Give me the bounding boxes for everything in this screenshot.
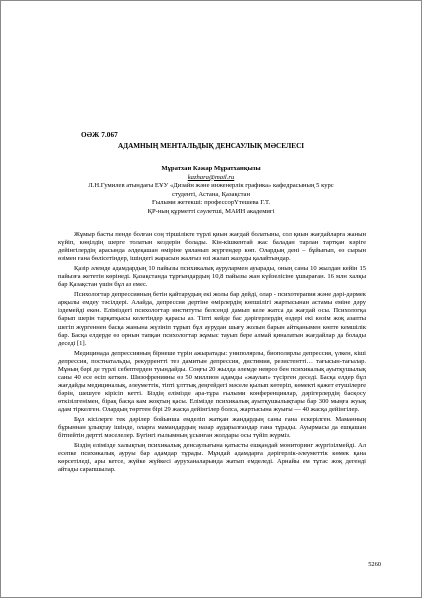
body-paragraph: Психологтар депрессияның бетін қайтарудың екі жолы бар дейді, олар - психотерапия және дәрі-дәрмек арқылы емдеу тәсілдері. Алайда, депрессия дертіне өмірлердің көпшілігі жартысынан астамы еміне дәру іздемейді екен. Еліміздегі психологтар институты белсенді дамып келе жатса да жағдай осы. Психологқа барып шерін тарқатқысы келетіндер қарасы аз. Тіпті кейде бас дәрігерлердің өздері екі көзім жоқ азапты шегіп жүргеннен басқа жанына жүзініп тұрып бұл аурудан шығу жолын барын айтқанымен көпте кемшілік бар. Басқа елдерде өз орнын тапқан психологтар жұмыс тауып бере алмай қиналатын жағдайлар да болады деседі [1]. bbox=[58, 291, 366, 347]
body-paragraph: Бұл кісілерге тек дәрілер бойынша емделіп жатқан жандардың саны ғана ескерілген. Маманның бұрыннан ұлықтау ішінде, оларға мамандардың назар аударылғандар ғана тұрады. Ауырмасы да ешқашан бітпейтін дертті мәселелер. Бүгінгі ғылымның ұсынған жолдары осы түйіп жүрміз. bbox=[58, 416, 366, 440]
author-name: Мұратхан Кәжар Мұратханқызы bbox=[161, 165, 261, 172]
udk-code: ОӘЖ 7.067 bbox=[81, 131, 118, 139]
supervisor-title-line: ҚР-ның құрметті сәулетші, МАИН академигі bbox=[147, 207, 275, 215]
article-title: АДАМНЫҢ МЕНТАЛЬДЫҚ ДЕНСАУЛЫҚ МӘСЕЛЕСІ bbox=[117, 142, 305, 150]
supervisor-line: Ғылыми жетекші: профессорҮтешева Г.Т. bbox=[152, 199, 270, 207]
author-email[interactable]: kazhara@mail.ru bbox=[187, 173, 235, 181]
page-number: 5260 bbox=[368, 561, 381, 568]
body-paragraph: Медицинада депрессияның бірнеше түрін ажыратады: униполярлы, биополярлы депрессия, үлкен, кіші депрессия, постнатальды, рекуррентті тез дамитын депрессия, дистимия, резистентті… тағысын-тағылар. Мұның бәрі де түрлі себептерден туындайды. Соңғы 20 жылда әлемде невроз бен психикалық ауытқушылық саны 40 есе өсіп кеткен. Шизофренияны өз 50 миллион адамды «жаулап» түсірген деседі. Басқа елдер бұл жағдайды медициналық, әлеуметтік, тіпті ұлттық деңгейдегі мәселе қылып көтеріп, көмекті қажет етушілерге бәрін, шешуге кірісіп кетті. Біздің елімізде ара-тұра ғылыми конференциялар, дәрігерлердің басқосу өткізілгенімен, бірақ басқа кам жоқтың қасы. Елімізде психикалық ауытқушылықтары бар 300 мыңға жуық адам тіркелген. Олардың төрттен бірі 29 жасқа дейінгілер болса, жартысына жуығы — 40 жасқа дейінгілер. bbox=[58, 349, 366, 413]
body-paragraph: Жұмыр басты пенде болған соң тіршілікте түрлі қиын жағдай болатыны, сол қиын жағдайларға жанын күйіп, көңілдің шерге толатын кездерін болады. Кін-кішкентай жас баладан тарлан тартқан кәріге дейінгілердің арасында әлдеқашан өміріне ұяланып жүргендер көп. Олардың дені – бұйығып, өз сырын өзімен ғана бөлісетіндер, ішіндегі жарасын жалғыз өзі жалап жазуды қалайтындар. bbox=[58, 231, 366, 263]
affiliation-line: Л.Н.Гумилев атындағы ЕҰУ «Дизайн және инженерлік графика» кафедрасының 5 курс bbox=[88, 182, 334, 190]
article-body bbox=[58, 231, 366, 476]
body-paragraph: Қазір әлемде адамдардың 10 пайызы психикалық аурулармен ауырады, оның саны 10 жылдан кейін 15 пайызға жететін көрінеді. Қазақстанда тұрғындардың 10,8 пайызы жан күйзелісіне ұшыраған. 16 млн халқы бар Қазақстан үшін бұл аз емес. bbox=[58, 265, 366, 289]
author-block bbox=[59, 165, 363, 217]
body-paragraph: Біздің елімізде халықтың психикалық денсаулығына қатысты ешқандай мониторинг жүргізілмейді. Ал есепке психикалық ауруы бар адамдар тұрады. Мұндай адамдарға дәрігерлік-әлеуметтік көмек қана көрсетіледі, ары кетсе, жүйке жүйкесі ауруханаларында жатып емделеді. Арнайы ем тұтас жоқ дегенді айтады сарапшылар. bbox=[58, 442, 366, 474]
affiliation-line: студенті, Астана, Қазақстан bbox=[172, 190, 250, 198]
